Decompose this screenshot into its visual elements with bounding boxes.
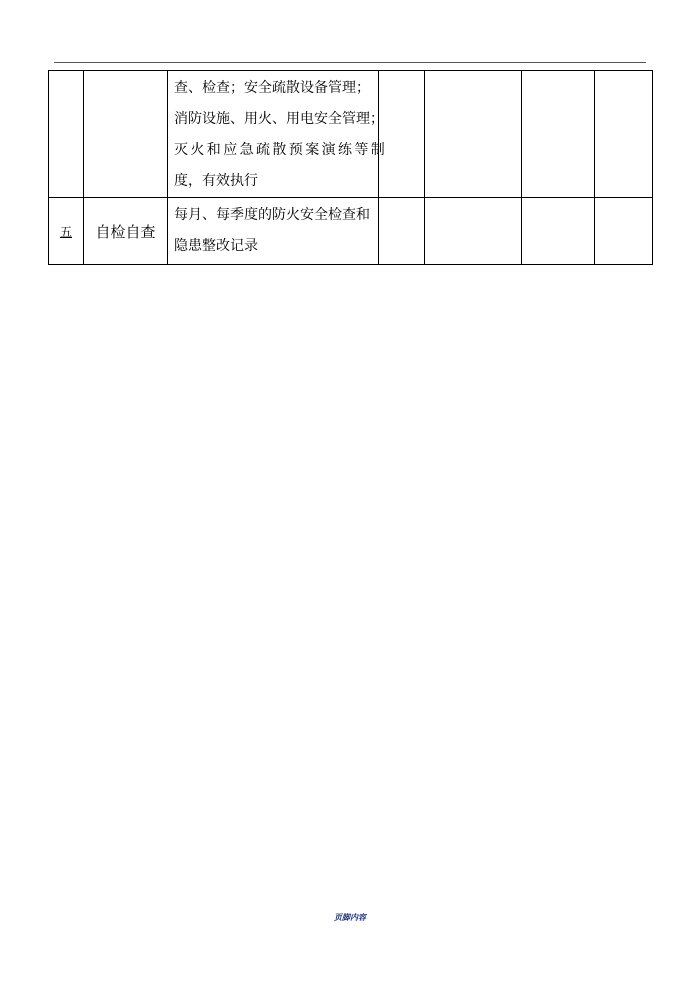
- content-line: 消防设施、用火、用电安全管理；: [174, 111, 384, 127]
- blank-cell: [425, 71, 522, 198]
- blank-cell: [379, 71, 425, 198]
- content-cell: [168, 71, 388, 198]
- blank-cell: [595, 71, 653, 198]
- blank-cell: [522, 198, 595, 265]
- row-number-cell: [49, 71, 84, 198]
- table-row: [49, 198, 653, 265]
- content-line: 查、检查；安全疏散设备管理；: [174, 80, 370, 96]
- page-footer: 页脚内容: [334, 912, 366, 922]
- item-cell: 自检自查: [84, 198, 168, 265]
- blank-cell: [522, 71, 595, 198]
- content-cell: [168, 198, 379, 265]
- blank-cell: [425, 198, 522, 265]
- row-number-cell: 五: [49, 198, 84, 265]
- content-line: 灭火和应急疏散预案演练等制: [174, 142, 388, 158]
- blank-cell: [379, 198, 425, 265]
- table-row: [49, 71, 653, 198]
- header-rule: [54, 62, 646, 63]
- item-cell: [84, 71, 168, 198]
- content-line: 度，有效执行: [174, 173, 258, 189]
- blank-cell: [595, 198, 653, 265]
- content-line: 隐患整改记录: [174, 238, 258, 254]
- inspection-table: [48, 70, 653, 265]
- content-line: 每月、每季度的防火安全检查和: [174, 207, 370, 223]
